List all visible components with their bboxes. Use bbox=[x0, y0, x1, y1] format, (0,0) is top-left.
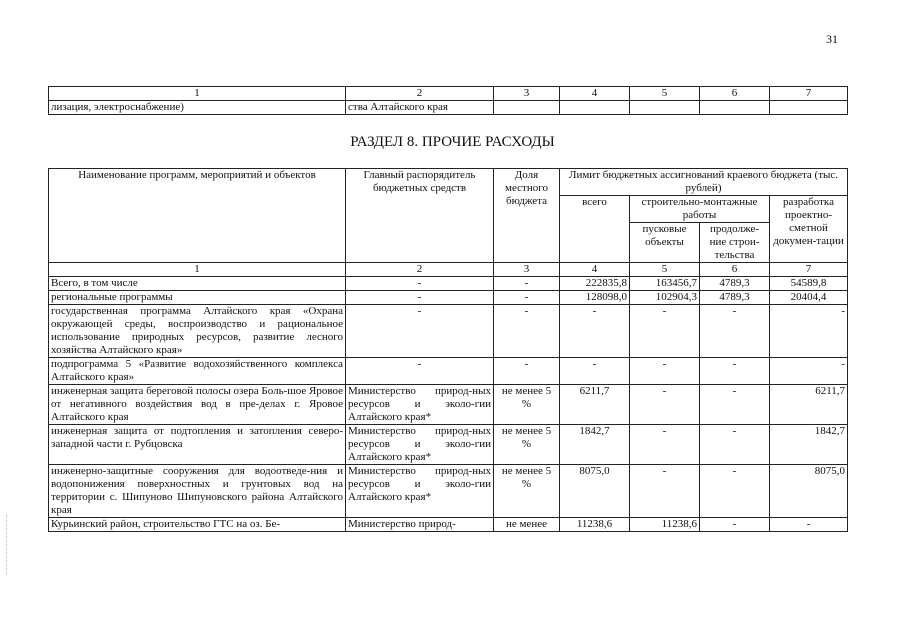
cell bbox=[494, 101, 560, 115]
manager: - bbox=[346, 305, 494, 358]
header-row bbox=[49, 169, 848, 196]
continuation-value: - bbox=[700, 385, 770, 425]
cell bbox=[770, 101, 848, 115]
col-number: 2 bbox=[346, 263, 494, 277]
startup-value: - bbox=[630, 358, 700, 385]
manager: Министерство природ-ных ресурсов и эколо-гии Алтайского края* bbox=[346, 385, 494, 425]
table-row bbox=[49, 291, 848, 305]
col-number: 6 bbox=[700, 263, 770, 277]
header-budget-limit: Лимит бюджетных ассигнований краевого бюджета (тыс. рублей) bbox=[560, 169, 848, 196]
column-number-row bbox=[49, 263, 848, 277]
startup-value: 11238,6 bbox=[630, 518, 700, 532]
col-number: 2 bbox=[346, 87, 494, 101]
table-row bbox=[49, 518, 848, 532]
col-number: 5 bbox=[630, 87, 700, 101]
col-number: 7 bbox=[770, 87, 848, 101]
local-share: - bbox=[494, 291, 560, 305]
header-program-name: Наименование программ, мероприятий и объектов bbox=[49, 169, 346, 263]
continuation-value: 4789,3 bbox=[700, 291, 770, 305]
table-row bbox=[49, 277, 848, 291]
col-number: 5 bbox=[630, 263, 700, 277]
manager: Министерство природ- bbox=[346, 518, 494, 532]
col-number: 6 bbox=[700, 87, 770, 101]
continuation-value: - bbox=[700, 305, 770, 358]
col-number: 1 bbox=[49, 87, 346, 101]
design-value: 1842,7 bbox=[770, 425, 848, 465]
startup-value: - bbox=[630, 425, 700, 465]
total-value: - bbox=[560, 358, 630, 385]
cell: лизация, электроснабжение) bbox=[49, 101, 346, 115]
continuation-row bbox=[49, 101, 848, 115]
continuation-value: - bbox=[700, 358, 770, 385]
local-share: - bbox=[494, 277, 560, 291]
local-share: не менее 5 % bbox=[494, 385, 560, 425]
scan-artifact bbox=[6, 515, 13, 575]
startup-value: - bbox=[630, 385, 700, 425]
section-title: РАЗДЕЛ 8. ПРОЧИЕ РАСХОДЫ bbox=[350, 134, 555, 150]
program-name: Курьинский район, строительство ГТС на оз. Бе- bbox=[49, 518, 346, 532]
program-name: инженерно-защитные сооружения для водоотведе-ния и водопонижения поверхностных и грунтовых вод на территории с. Шипуново Шипуновского района Алтайского края bbox=[49, 465, 346, 518]
total-value: 128098,0 bbox=[560, 291, 630, 305]
design-value: - bbox=[770, 358, 848, 385]
design-value: 6211,7 bbox=[770, 385, 848, 425]
header-local-share: Доля местного бюджета bbox=[494, 169, 560, 263]
design-value: 20404,4 bbox=[770, 291, 848, 305]
continuation-value: - bbox=[700, 425, 770, 465]
program-name: государственная программа Алтайского края «Охрана окружающей среды, воспроизводство и рациональное использование природных ресурсов, развитие лесного хозяйства Алтайского края» bbox=[49, 305, 346, 358]
col-number: 3 bbox=[494, 87, 560, 101]
cell: ства Алтайского края bbox=[346, 101, 494, 115]
total-value: 1842,7 bbox=[560, 425, 630, 465]
col-number: 3 bbox=[494, 263, 560, 277]
cell bbox=[560, 101, 630, 115]
table-row bbox=[49, 305, 848, 358]
total-value: 8075,0 bbox=[560, 465, 630, 518]
header-design: разработка проектно-сметной докумен-тации bbox=[770, 196, 848, 263]
manager: Министерство природ-ных ресурсов и эколо-гии Алтайского края* bbox=[346, 465, 494, 518]
col-number: 4 bbox=[560, 87, 630, 101]
header-startup: пусковые объекты bbox=[630, 223, 700, 263]
design-value: - bbox=[770, 305, 848, 358]
total-value: - bbox=[560, 305, 630, 358]
program-name: Всего, в том числе bbox=[49, 277, 346, 291]
local-share: не менее bbox=[494, 518, 560, 532]
program-name: инженерная защита от подтопления и затопления северо-западной части г. Рубцовска bbox=[49, 425, 346, 465]
total-value: 222835,8 bbox=[560, 277, 630, 291]
program-name: региональные программы bbox=[49, 291, 346, 305]
startup-value: - bbox=[630, 465, 700, 518]
header-continuation: продолже-ние строи-тельства bbox=[700, 223, 770, 263]
header-manager: Главный распорядитель бюджетных средств bbox=[346, 169, 494, 263]
local-share: не менее 5 % bbox=[494, 465, 560, 518]
continuation-value: 4789,3 bbox=[700, 277, 770, 291]
manager: - bbox=[346, 291, 494, 305]
total-value: 6211,7 bbox=[560, 385, 630, 425]
design-value: - bbox=[770, 518, 848, 532]
col-number: 4 bbox=[560, 263, 630, 277]
header-total: всего bbox=[560, 196, 630, 263]
header-construction: строительно-монтажные работы bbox=[630, 196, 770, 223]
local-share: - bbox=[494, 305, 560, 358]
program-name: подпрограмма 5 «Развитие водохозяйственного комплекса Алтайского края» bbox=[49, 358, 346, 385]
col-number: 1 bbox=[49, 263, 346, 277]
continuation-value: - bbox=[700, 465, 770, 518]
table-row bbox=[49, 358, 848, 385]
continuation-table bbox=[48, 86, 848, 115]
manager: Министерство природ-ных ресурсов и эколо-гии Алтайского края* bbox=[346, 425, 494, 465]
table-row bbox=[49, 425, 848, 465]
startup-value: 163456,7 bbox=[630, 277, 700, 291]
startup-value: 102904,3 bbox=[630, 291, 700, 305]
local-share: - bbox=[494, 358, 560, 385]
design-value: 8075,0 bbox=[770, 465, 848, 518]
col-number: 7 bbox=[770, 263, 848, 277]
table-row bbox=[49, 385, 848, 425]
cell bbox=[700, 101, 770, 115]
manager: - bbox=[346, 358, 494, 385]
page-number: 31 bbox=[826, 32, 838, 46]
cell bbox=[630, 101, 700, 115]
design-value: 54589,8 bbox=[770, 277, 848, 291]
manager: - bbox=[346, 277, 494, 291]
continuation-header-row bbox=[49, 87, 848, 101]
table-row bbox=[49, 465, 848, 518]
program-name: инженерная защита береговой полосы озера Боль-шое Яровое от негативного воздействия вод в пре-делах г. Яровое Алтайского края bbox=[49, 385, 346, 425]
total-value: 11238,6 bbox=[560, 518, 630, 532]
continuation-value: - bbox=[700, 518, 770, 532]
expenses-table bbox=[48, 168, 848, 532]
startup-value: - bbox=[630, 305, 700, 358]
local-share: не менее 5 % bbox=[494, 425, 560, 465]
